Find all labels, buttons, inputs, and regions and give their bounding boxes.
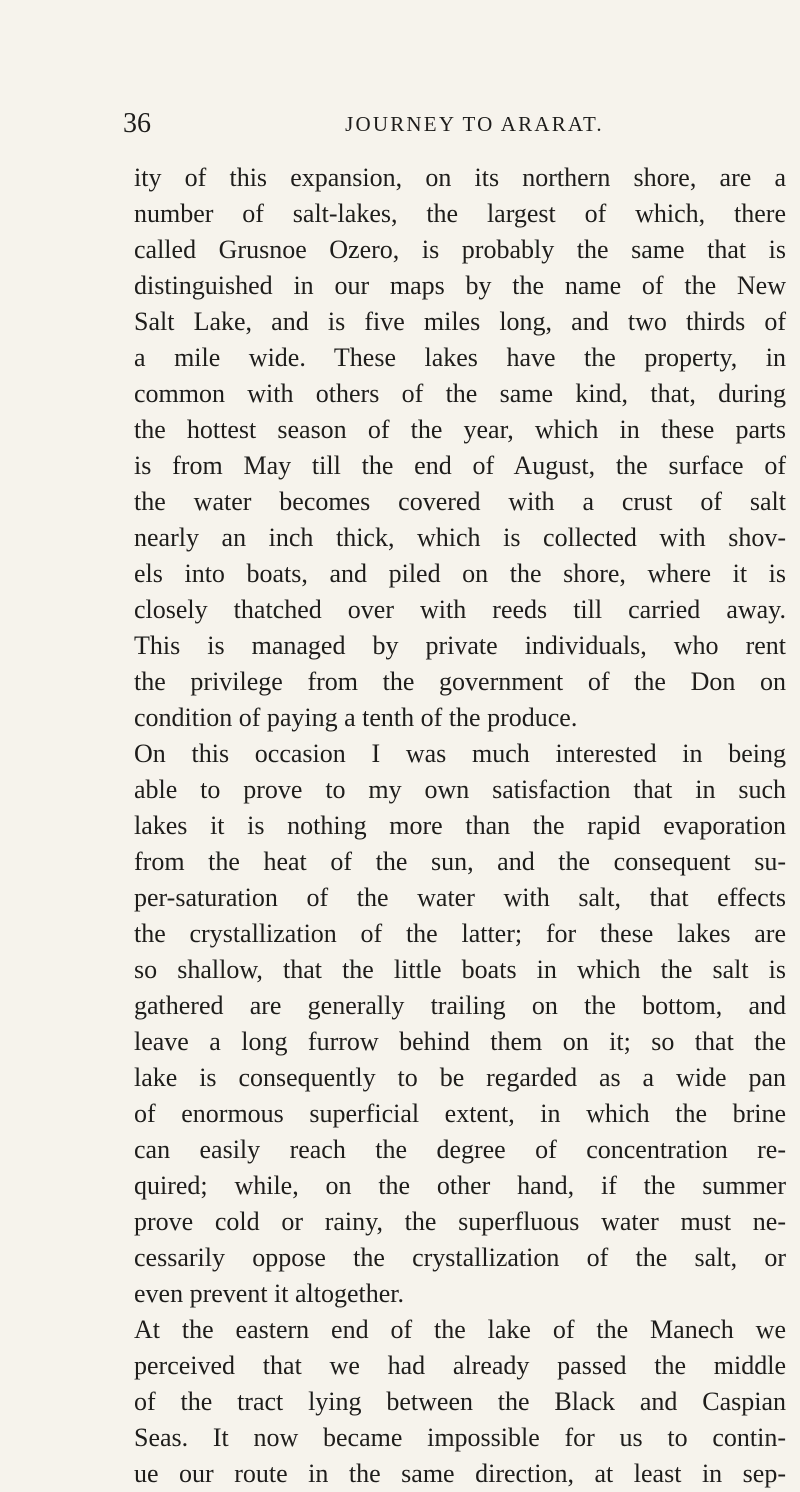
text-line: Salt Lake, and is five miles long, and two thirds of	[134, 307, 786, 336]
text-line: the hottest season of the year, which in these parts	[134, 415, 786, 444]
running-title: JOURNEY TO ARARAT.	[345, 112, 604, 136]
text-line: called Grusnoe Ozero, is probably the same that is	[134, 235, 786, 264]
text-line: can easily reach the degree of concentration re-	[134, 1135, 786, 1164]
running-head	[123, 104, 786, 144]
text-line: of enormous superficial extent, in which the brine	[134, 1099, 786, 1128]
text-line: the privilege from the government of the Don on	[134, 667, 786, 696]
paragraph-first-line: On this occasion I was much interested in being	[134, 739, 786, 768]
text-line: ue our route in the same direction, at least in sep-	[134, 1459, 786, 1488]
text-line: so shallow, that the little boats in which the salt is	[134, 955, 786, 984]
text-line: the crystallization of the latter; for these lakes are	[134, 919, 786, 948]
text-line: els into boats, and piled on the shore, where it is	[134, 559, 786, 588]
page-number: 36	[123, 108, 151, 139]
text-line: distinguished in our maps by the name of the New	[134, 271, 786, 300]
paragraph-end-line: condition of paying a tenth of the produce.	[134, 703, 578, 732]
text-line: lakes it is nothing more than the rapid evaporation	[134, 811, 786, 840]
text-line: gathered are generally trailing on the bottom, and	[134, 991, 786, 1020]
text-line: closely thatched over with reeds till carried away.	[134, 595, 786, 624]
text-line: prove cold or rainy, the superfluous water must ne-	[134, 1207, 786, 1236]
text-line: cessarily oppose the crystallization of the salt, or	[134, 1243, 786, 1272]
text-line: quired; while, on the other hand, if the summer	[134, 1171, 786, 1200]
text-line: number of salt-lakes, the largest of which, there	[134, 199, 786, 228]
text-line: perceived that we had already passed the middle	[134, 1351, 786, 1380]
text-line: per-saturation of the water with salt, that effects	[134, 883, 786, 912]
text-line: able to prove to my own satisfaction that in such	[134, 775, 786, 804]
text-line: nearly an inch thick, which is collected with shov-	[134, 523, 786, 552]
paragraph-first-line: At the eastern end of the lake of the Manech we	[134, 1315, 786, 1344]
text-line: Seas. It now became impossible for us to contin-	[134, 1423, 786, 1452]
text-line: lake is consequently to be regarded as a wide pan	[134, 1063, 786, 1092]
text-line: a mile wide. These lakes have the property, in	[134, 343, 786, 372]
paragraph-end-line: even prevent it altogether.	[134, 1279, 405, 1308]
text-line: the water becomes covered with a crust of salt	[134, 487, 786, 516]
text-line: common with others of the same kind, that, during	[134, 379, 786, 408]
text-line: of the tract lying between the Black and Caspian	[134, 1387, 786, 1416]
text-line: leave a long furrow behind them on it; so that the	[134, 1027, 786, 1056]
text-line: from the heat of the sun, and the consequent su-	[134, 847, 786, 876]
text-line: ity of this expansion, on its northern shore, are a	[134, 163, 786, 192]
text-line: is from May till the end of August, the surface of	[134, 451, 786, 480]
text-line: This is managed by private individuals, who rent	[134, 631, 786, 660]
body-text	[134, 160, 786, 1492]
